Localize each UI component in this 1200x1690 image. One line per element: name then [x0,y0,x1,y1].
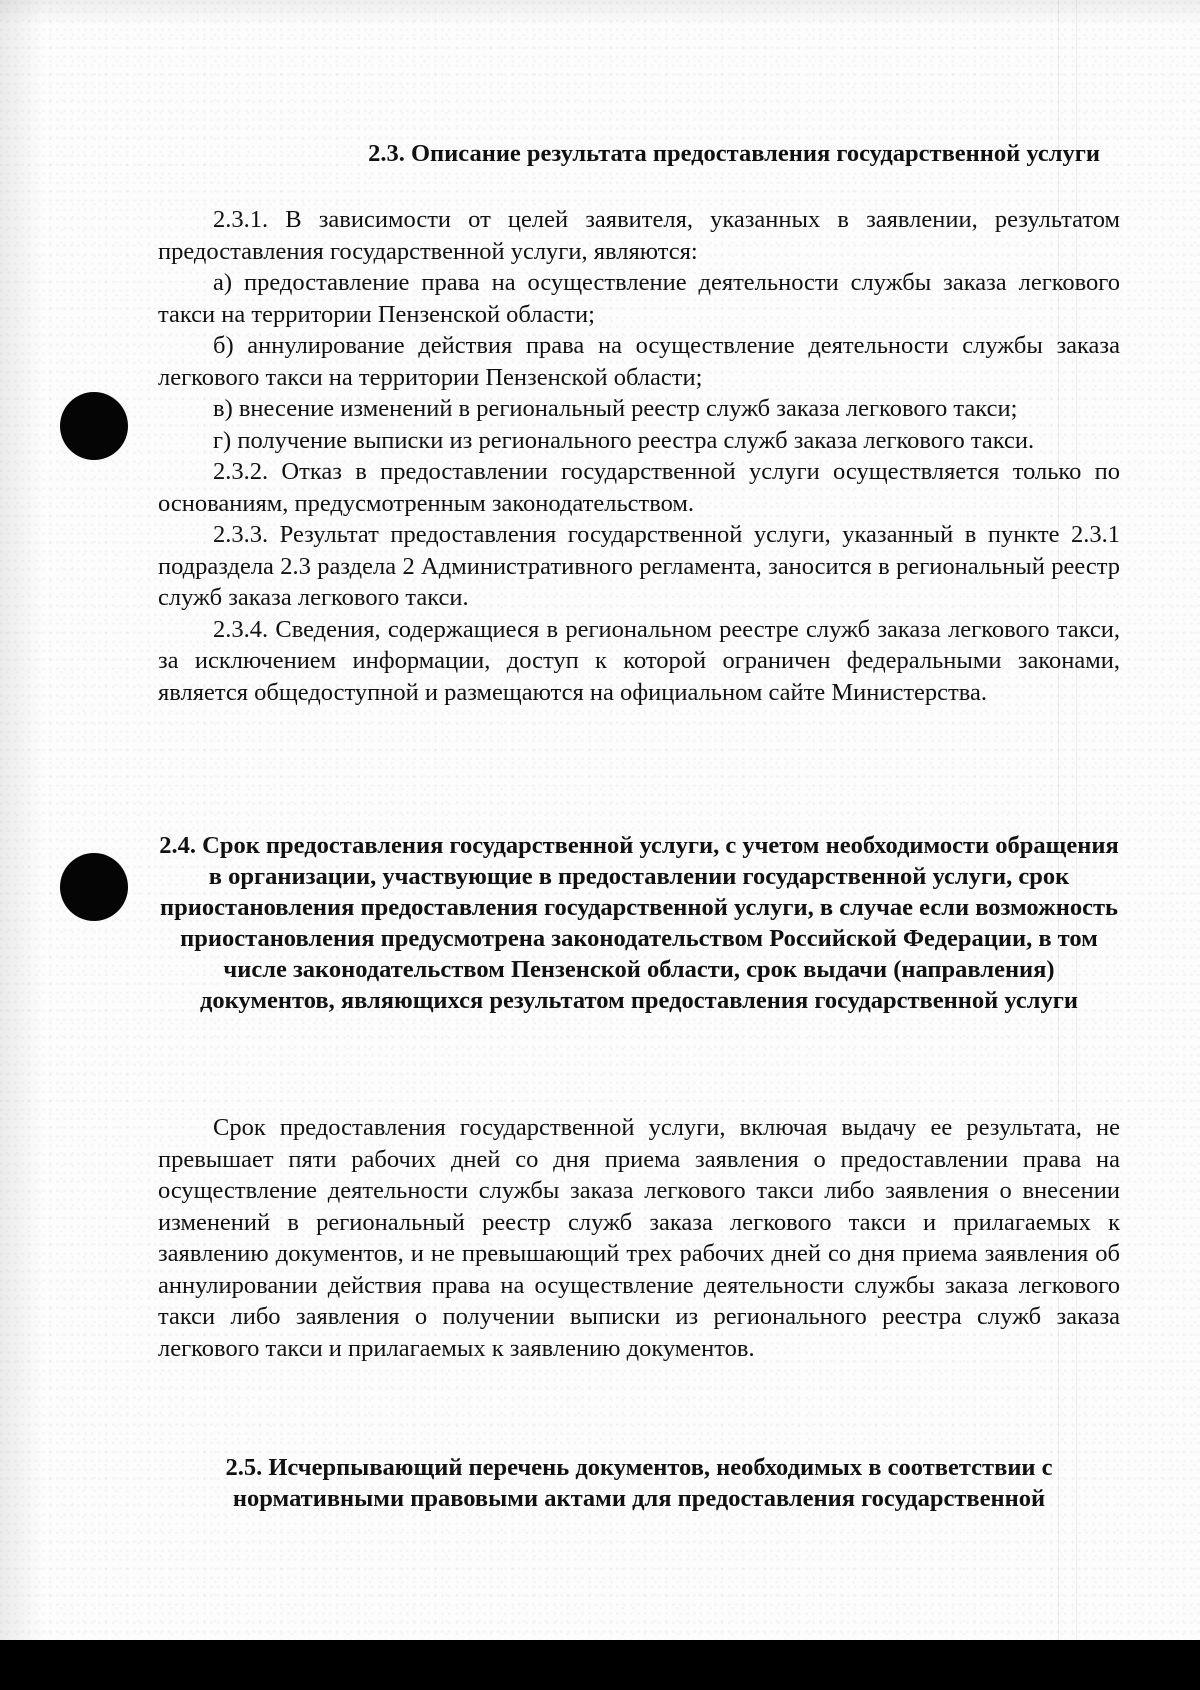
scan-bottom-band [0,1640,1200,1690]
list-item-v: в) внесение изменений в региональный реестр служб заказа легкового такси; [213,395,1018,422]
section-2-5 [158,1452,1120,1514]
list-item-g: г) получение выписки из регионального реестра служб заказа легкового такси. [213,426,1035,454]
scan-shadow-top [0,0,1200,26]
paragraph-2-3-2: 2.3.2. Отказ в предоставлении государственной услуги осуществляется только по основаниям, предусмотренным законодательством. [158,458,1120,517]
section-2-3 [158,138,1120,169]
paragraph-2-3-1: 2.3.1. В зависимости от целей заявителя, указанных в заявлении, результатом предоставления государственной услуги, являются: [158,206,1120,265]
section-2-4 [158,830,1120,1016]
punch-hole-upper [60,392,128,460]
section-heading: 2.3. Описание результата предоставления государственной услуги [368,140,1100,167]
list-item-a: а) предоставление права на осуществление деятельности службы заказа легкового такси на территории Пензенской области; [158,269,1120,328]
paragraph-term: Срок предоставления государственной услуги, включая выдачу ее результата, не превышает пяти рабочих дней со дня приема заявления о предоставлении права на осуществление деятельности службы заказа легкового такси либо заявления о внесении изменений в региональный реестр служб заказа легкового такси и прилагаемых к заявлению документов, и не превышающий трех рабочих дней со дня приема заявления об аннулировании действия права на осуществление деятельности службы заказа легкового такси либо заявления о получении выписки из регионального реестра служб заказа легкового такси и прилагаемых к заявлению документов. [158,1114,1120,1362]
punch-hole-lower [60,853,128,921]
scan-shadow-left [0,0,42,1640]
section-heading: 2.4. Срок предоставления государственной услуги, с учетом необходимости обращения в организации, участвующие в предоставлении государственной услуги, срок приостановления предоставления государственной услуги, в случае если возможность приостановления предусмотрена законодательством Российской Федерации, в том числе законодательством Пензенской области, срок выдачи (направления) документов, являющихся результатом предоставления государственной услуги [159,832,1119,1014]
section-2-4-body [158,1112,1120,1364]
section-heading: 2.5. Исчерпывающий перечень документов, необходимых в соответствии с нормативными правовыми актами для предоставления государственной [225,1454,1053,1512]
section-2-3-body [158,204,1120,708]
paragraph-2-3-3: 2.3.3. Результат предоставления государственной услуги, указанный в пункте 2.3.1 подраздела 2.3 раздела 2 Административного регламента, заносится в региональный реестр служб заказа легкового такси. [158,521,1120,611]
paragraph-2-3-4: 2.3.4. Сведения, содержащиеся в региональном реестре служб заказа легкового такси, за исключением информации, доступ к которой ограничен федеральными законами, является общедоступной и размещаются на официальном сайте Министерства. [158,615,1120,706]
list-item-b: б) аннулирование действия права на осуществление деятельности службы заказа легкового такси на территории Пензенской области; [158,332,1120,391]
